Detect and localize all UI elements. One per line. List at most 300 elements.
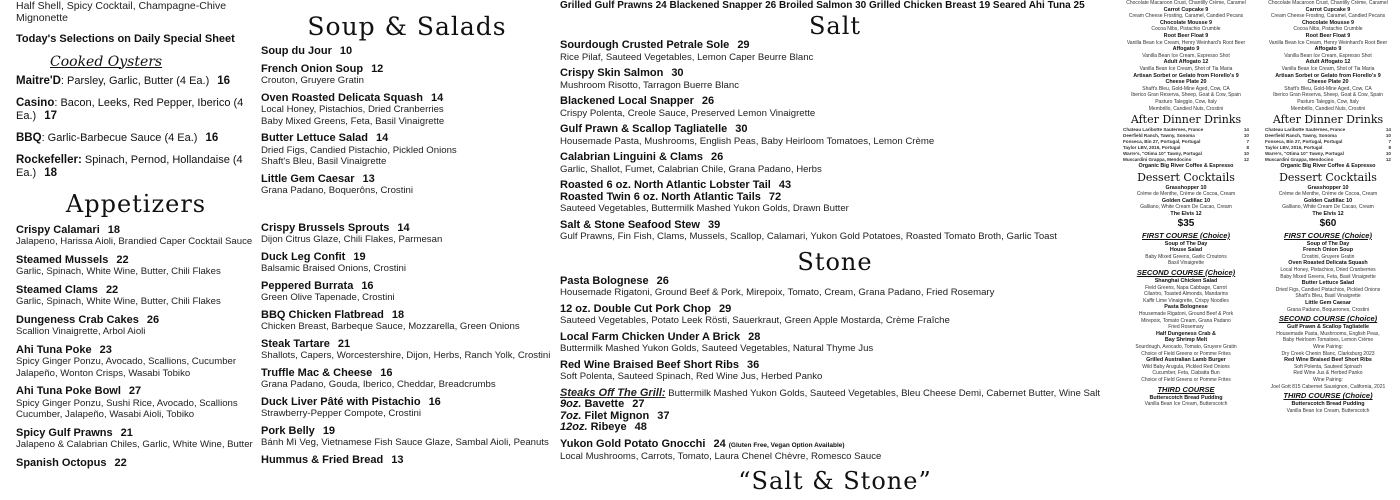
drink-price: 10 — [1385, 133, 1391, 139]
panel-item-name: Golden Cadillac 10 — [1303, 197, 1353, 204]
menu-item-gnocchi — [560, 439, 1110, 463]
panel-item-name: The Elvis 12 — [1312, 211, 1344, 218]
item-title — [261, 339, 553, 351]
panel-item-name: Soup of The Day — [1306, 240, 1350, 247]
soup-salads-heading: Soup & Salads — [307, 12, 507, 41]
item-title — [560, 68, 1110, 80]
cut-name: Ribeye — [590, 421, 627, 433]
item-note: (Gluten Free, Vegan Option Available) — [728, 441, 845, 449]
menu-item — [16, 386, 256, 421]
panel-item-description: Cream Cheese Frosting, Caramel, Candied Pecans — [1128, 13, 1244, 20]
oyster-description: : Garlic-Barbecue Sauce (4 Ea.) — [41, 131, 198, 144]
item-price: 28 — [748, 330, 761, 343]
item-name: Ahi Tuna Poke — [16, 343, 92, 356]
panel-item-description: Chocolate Macaroon Crust, Chantilly Crème, Caramel — [1126, 0, 1246, 6]
drink-price: 14 — [1243, 127, 1249, 133]
panel-item-description: Chocolate Macaroon Crust, Chantilly Crème, Caramel — [1268, 0, 1388, 6]
cooked-oysters-heading: Cooked Oysters — [50, 53, 163, 70]
panel-item-name: Adult Affogato 12 — [1305, 59, 1351, 66]
panel-item-description: Membrillo, Candied Nuts, Crostini — [1290, 105, 1366, 112]
cut-price: 37 — [657, 409, 670, 422]
panel-item-name: French Onion Soup — [1302, 247, 1353, 254]
item-description: Mushroom Risotto, Tarragon Buerre Blanc — [560, 79, 739, 91]
item-name: Pork Belly — [261, 424, 315, 437]
item-description: Balsamic Braised Onions, Crostini — [261, 263, 407, 274]
item-title — [560, 276, 1110, 288]
menu-item — [16, 225, 256, 248]
panel-item-name: Carrot Cupcake 9 — [1305, 6, 1351, 13]
item-price: 19 — [322, 424, 336, 437]
panel-item-description: Wine Pairing: — [1313, 376, 1343, 383]
item-name: Crispy Brussels Sprouts — [261, 221, 390, 234]
course-heading: THIRD COURSE (Choice) — [1283, 391, 1373, 401]
menu-item — [261, 93, 553, 128]
oyster-description: : Parsley, Garlic, Butter (4 Ea.) — [60, 74, 210, 87]
item-name: Soup du Jour — [261, 45, 332, 57]
panel-item-description: Cucumber, Feta, Ciabatta Bun — [1152, 370, 1220, 377]
item-price: 26 — [656, 274, 669, 287]
panel-item-name: Affogato 9 — [1172, 46, 1200, 53]
panel-item-name: Butterscotch Bread Pudding — [1291, 401, 1365, 408]
panel-item-description: Crème de Menthe, Crème de Cocoa, Cream — [1278, 191, 1378, 198]
item-price: 22 — [114, 456, 127, 469]
cut-name: Filet Mignon — [584, 409, 650, 422]
drink-name: Chateau Laribotte Sauternes, France — [1123, 127, 1204, 133]
menu-item — [261, 281, 553, 304]
item-title — [16, 345, 256, 357]
item-name: Roasted Twin 6 oz. North Atlantic Tails — [560, 190, 761, 203]
cut-size: 7oz. — [560, 409, 582, 422]
item-price: 18 — [107, 223, 121, 236]
item-name: Spicy Gulf Prawns — [16, 426, 113, 439]
drink-price: 7 — [1246, 139, 1249, 145]
oyster-item — [16, 97, 256, 123]
panel-item-name: Butter Lettuce Salad — [1301, 280, 1355, 287]
panel-item-description: Vanilla Bean Ice Cream, Butterscotch — [1286, 407, 1370, 414]
item-description: Garlic, Spinach, White Wine, Butter, Chili Flakes — [16, 266, 221, 277]
item-price: 72 — [768, 190, 782, 203]
stone-heading: Stone — [797, 247, 873, 276]
drink-name: Muscardini Grappa, Mendocino — [1123, 157, 1192, 163]
panel-item-name: Chocolate Mousse 9 — [1301, 19, 1355, 26]
item-name: Little Gem Caesar — [261, 172, 355, 185]
panel-item-description: Vanilla Bean Ice Cream, Espresso Shot — [1284, 52, 1372, 59]
oyster-price: 16 — [217, 74, 231, 87]
item-title — [560, 96, 1110, 108]
item-price: 18 — [391, 308, 405, 321]
menu-item — [261, 133, 553, 168]
panel-item-description: Iberico Gran Reserva, Sheep, Goat & Cow, Spain — [1131, 92, 1241, 99]
oyster-price: 17 — [44, 109, 57, 122]
panel-item-name: Pasta Bolognese — [1164, 304, 1208, 311]
item-name: French Onion Soup — [261, 62, 364, 75]
drink-name: Taylor LBV, 2016, Portugal — [1123, 145, 1181, 151]
item-description: Shallots, Capers, Worcestershire, Dijon, Herbs, Ranch Yolk, Crostini — [261, 350, 551, 361]
menu-item — [261, 310, 553, 333]
item-price: 24 — [713, 437, 726, 450]
panel-item-description: Crostini, Gruyere Gratin — [1301, 253, 1355, 260]
panel-item-description: Basil Vinaigrette — [1167, 260, 1205, 267]
item-title — [261, 455, 553, 467]
panel-item-name: Bay Shrimp Melt — [1164, 337, 1208, 344]
item-price: 29 — [737, 39, 750, 51]
item-name: Gulf Prawn & Scallop Tagliatelle — [560, 123, 728, 135]
menu-item — [16, 285, 256, 308]
panel-heading: After Dinner Drinks — [1130, 113, 1242, 127]
item-title — [560, 152, 1110, 164]
item-description: Jalapeno, Harissa Aioli, Brandied Caper Cocktail Sauce — [16, 236, 253, 247]
drink-name: Warre's, "Otima 10" Tawny, Portugal — [1265, 151, 1344, 157]
item-description: Green Olive Tapenade, Crostini — [261, 292, 395, 303]
menu-item — [560, 276, 1110, 299]
oyster-name: Casino — [16, 96, 55, 109]
item-price: 27 — [128, 385, 142, 397]
menu-item — [560, 152, 1110, 175]
item-name: Steamed Mussels — [16, 253, 109, 266]
panel-item-name: Soup of The Day — [1164, 240, 1208, 247]
oyster-price: 18 — [44, 166, 57, 179]
item-title — [16, 315, 256, 327]
item-description: Crouton, Gruyere Gratin — [261, 75, 364, 86]
oyster-description: : Bacon, Leeks, Red Pepper, Iberico (4 Ea.) — [16, 96, 244, 122]
item-description: Crispy Polenta, Creole Sauce, Preserved Lemon Vinaigrette — [560, 107, 816, 119]
appetizers-heading: Appetizers — [65, 189, 207, 218]
panel-item-description: Pasturo Taleggio, Cow, Italy — [1155, 98, 1217, 105]
prix-fixe-price: $35 — [1177, 217, 1195, 229]
panel-item-description: Housemade Pasta, Mushrooms, English Peas, — [1276, 330, 1380, 337]
item-description: Spicy Ginger Ponzu, Sushi Rice, Avocado, Scallions — [16, 397, 238, 409]
item-description: Jalapeno & Calabrian Chiles, Garlic, White Wine, Butter — [16, 439, 253, 450]
panel-item-name: The Elvis 12 — [1170, 211, 1202, 218]
drink-name: Warre's, "Otima 10" Tawny, Portugal — [1123, 151, 1202, 157]
panel-item-name: Grasshopper 10 — [1307, 184, 1349, 191]
panel-item-description: Wine Pairing: — [1313, 343, 1343, 350]
menu-item — [560, 124, 1110, 147]
item-price: 14 — [431, 91, 444, 104]
item-title — [261, 93, 553, 105]
panel-item-description: Joel Gott 815 Cabernet Sauvignon, California, 2021 — [1270, 383, 1386, 390]
item-name: Pasta Bolognese — [560, 274, 649, 287]
course-heading: SECOND COURSE (Choice) — [1136, 268, 1236, 278]
salt-heading: Salt — [808, 12, 862, 40]
item-price: 13 — [391, 453, 404, 466]
cut-size: 12oz. — [560, 421, 588, 433]
item-description: Bánh Mì Veg, Vietnamese Fish Sauce Glaze, Sambal Aioli, Peanuts — [261, 437, 549, 448]
panel-item-description: Dried Figs, Candied Pistachios, Pickled Onions — [1275, 286, 1381, 293]
oyster-item — [16, 132, 256, 145]
panel-item-description: Galliano, White Cream De Cacao, Cream — [1282, 204, 1374, 211]
drink-name: Deerfield Ranch, Tawny, Sonoma — [1265, 133, 1337, 139]
panel-item-description: Choice of Field Greens or Pomme Frites — [1141, 350, 1231, 357]
menu-item — [261, 339, 553, 362]
panel-item-name: Gulf Prawn & Scallop Tagliatelle — [1287, 324, 1369, 331]
course-heading: SECOND COURSE (Choice) — [1278, 314, 1378, 324]
oyster-name: BBQ — [16, 131, 42, 144]
drink-name: Taylor LBV, 2016, Portugal — [1265, 145, 1323, 151]
salt-stone-heading: “Salt & Stone” — [738, 466, 932, 495]
cooked-oysters-list — [16, 75, 256, 180]
menu-item — [16, 315, 256, 338]
item-price: 12 — [371, 62, 384, 75]
item-description: Spicy Ginger Ponzu, Avocado, Scallions, Cucumber — [16, 356, 237, 367]
panel-item-description: Vanilla Bean Ice Cream, Henry Weinhard's Root Beer — [1268, 39, 1388, 46]
cut-name: Bavette — [584, 398, 625, 410]
menu-item — [261, 174, 553, 197]
soups-list — [261, 46, 553, 197]
drink-name: Muscardini Grappa, Mendocino — [1265, 157, 1334, 163]
item-title — [261, 397, 553, 409]
drink-name: Deerfield Ranch, Tawny, Sonoma — [1123, 133, 1195, 139]
item-description: Baby Mixed Greens, Feta, Basil Vinaigrette — [261, 115, 445, 127]
item-name: Truffle Mac & Cheese — [261, 366, 373, 379]
drink-price: 8 — [1388, 145, 1391, 151]
item-name: Sourdough Crusted Petrale Sole — [560, 39, 730, 51]
panel-item-description: Sourdough, Avocado, Tomato, Gruyere Gratin — [1135, 343, 1237, 350]
panel-item-description: Mirepoix, Tomato Cream, Grana Padano — [1141, 317, 1231, 324]
item-title — [560, 40, 1110, 52]
item-name: Dungeness Crab Cakes — [16, 313, 139, 326]
steak-cuts — [560, 399, 1110, 434]
item-name: Duck Liver Pâté with Pistachio — [261, 395, 421, 408]
item-name: Spanish Octopus — [16, 456, 107, 469]
course-heading: THIRD COURSE — [1157, 384, 1215, 394]
panel-item-description: Vanilla Bean Ice Cream, Butterscotch — [1144, 401, 1228, 408]
prix-fixe-price: $60 — [1319, 217, 1337, 229]
menu-item — [261, 64, 553, 87]
item-description: Shaft's Bleu, Basil Vinaigrette — [261, 156, 387, 167]
panel-item-description: Field Greens, Napa Cabbage, Carrot — [1145, 284, 1227, 291]
item-title — [261, 281, 553, 293]
drink-price: 12 — [1243, 157, 1249, 163]
item-title — [560, 304, 1110, 316]
item-description: Soft Polenta, Sauteed Spinach, Red Wine Jus, Herbed Panko — [560, 371, 823, 382]
panel-item-description: Shaft's Bleu, Basil Vinaigrette — [1295, 293, 1361, 300]
drink-price: 7 — [1388, 139, 1391, 145]
steaks-description: Buttermilk Mashed Yukon Golds, Sauteed Vegetables, Bleu Cheese Demi, Cabernet Butter, Wine Salt — [665, 387, 1101, 399]
panel-item-name: Half Dungeness Crab & — [1156, 330, 1216, 337]
oyster-name: Rockefeller: — [16, 153, 82, 166]
item-price: 22 — [116, 253, 129, 266]
item-title — [16, 225, 256, 237]
menu-item — [261, 397, 553, 420]
panel-item-description: Cilantro, Toasted Almonds, Mandarins — [1143, 291, 1229, 298]
item-description: Chicken Breast, Barbeque Sauce, Mozzarella, Green Onions — [261, 321, 520, 332]
item-name: Crispy Skin Salmon — [560, 67, 664, 79]
item-name: Blackened Local Snapper — [560, 95, 694, 107]
appetizers-list-2 — [261, 223, 553, 467]
drink-price: 10 — [1385, 151, 1391, 157]
item-description: Dijon Citrus Glaze, Chili Flakes, Parmesan — [261, 234, 443, 245]
item-title — [261, 223, 553, 235]
item-description: Gulf Prawns, Fin Fish, Clams, Mussels, Scallop, Calamari, Yukon Gold Potatoes, Roasted Tomato Broth, Garlic Toast — [560, 231, 1057, 242]
panel-item-description: Vanilla Bean Ice Cream, Henry Weinhard's Root Beer — [1126, 39, 1246, 46]
item-price: 14 — [397, 221, 410, 234]
item-title — [261, 133, 553, 145]
item-price: 21 — [120, 426, 133, 439]
drink-price: 10 — [1243, 133, 1249, 139]
item-description: Garlic, Spinach, White Wine, Butter, Chili Flakes — [16, 296, 221, 307]
panel-item-description: Baby Heirloom Tomatoes, Lemon Crème — [1282, 337, 1374, 344]
menu-item — [560, 360, 1110, 383]
item-title — [560, 124, 1110, 136]
panel-heading: Dessert Cocktails — [1137, 170, 1235, 184]
menu-item — [16, 458, 256, 470]
panel-item-description: Crème de Menthe, Crème de Cocoa, Cream — [1136, 191, 1236, 198]
panel-item-name: House Salad — [1169, 247, 1203, 254]
item-name: Local Farm Chicken Under A Brick — [560, 330, 741, 343]
drink-name: Fonseca, Bin 27, Portugal, Portugal — [1123, 139, 1201, 145]
panel-item-description: Cream Cheese Frosting, Caramel, Candied Pecans — [1270, 13, 1386, 20]
grill-items-line: Grilled Gulf Prawns 24 Blackened Snapper 26 Broiled Salmon 30 Grilled Chicken Breast 19 Seared Ahi Tuna 25 — [560, 0, 1085, 11]
item-price: 16 — [380, 366, 393, 379]
steak-cut — [560, 422, 1110, 434]
drink-price: 12 — [1385, 157, 1391, 163]
item-description: Scallion Vinaigrette, Arbol Aioli — [16, 326, 146, 337]
item-price: 26 — [701, 95, 715, 107]
item-description: Garlic, Shallot, Fumet, Calabrian Chile, Grana Padano, Herbs — [560, 163, 822, 175]
course-heading: FIRST COURSE (Choice) — [1284, 230, 1372, 240]
item-price: 21 — [337, 337, 351, 350]
panel-item-name: Oven Roasted Delicata Squash — [1288, 260, 1368, 267]
item-price: 26 — [711, 151, 724, 163]
raw-oysters-description: Half Shell, Spicy Cocktail, Champagne-Chive Mignonette — [16, 0, 227, 24]
item-description: Cucumber, Jalapeño, Wasabi Aioli, Tobiko — [16, 409, 195, 420]
panel-item-description: Choice of Field Greens or Pomme Frites — [1141, 376, 1231, 383]
item-description: Grana Padano, Gouda, Iberico, Cheddar, Breadcrumbs — [261, 379, 496, 390]
item-price: 36 — [747, 358, 760, 371]
oyster-description: Spinach, Pernod, Hollandaise (4 Ea.) — [16, 153, 243, 179]
panel-item-name: Cheese Plate 20 — [1165, 79, 1207, 86]
dessert-prixfixe-panel-60 — [1259, 0, 1397, 500]
item-title — [261, 252, 553, 264]
panel-item-description: Membrillo, Candied Nuts, Crostini — [1148, 105, 1224, 112]
panel-item-description: Dry Creek Chenin Blanc, Clarksburg 2023 — [1281, 350, 1375, 357]
course-heading: FIRST COURSE (Choice) — [1142, 230, 1230, 240]
item-name: Calabrian Linguini & Clams — [560, 151, 704, 163]
item-description: Jalapeño, Wonton Crisps, Wasabi Tobiko — [16, 367, 191, 379]
item-name: Hummus & Fried Bread — [261, 453, 384, 466]
panel-item-description: Vanilla Bean Ice Cream, Espresso Shot — [1142, 52, 1230, 59]
panel-item-description: Red Wine Jus & Herbed Panko — [1293, 370, 1363, 377]
item-title — [16, 458, 256, 470]
panel-item-name: Little Gem Caesar — [1305, 300, 1351, 306]
panel-item-description: Baby Mixed Greens, Garlic Croutons — [1145, 253, 1227, 260]
panel-item-description: Shaft's Bleu, Gold-Mine Aged, Cow, CA — [1284, 85, 1372, 92]
item-description: Local Mushrooms, Carrots, Tomato, Laura Chenel Chèvre, Romesco Sauce — [560, 451, 882, 462]
item-description: Strawberry-Pepper Compote, Crostini — [261, 408, 421, 419]
item-title — [261, 174, 553, 186]
item-title — [261, 310, 553, 322]
item-title — [261, 426, 553, 438]
cut-price: 27 — [632, 398, 645, 410]
menu-item — [560, 68, 1110, 91]
item-name: Yukon Gold Potato Gnocchi — [560, 437, 706, 450]
item-name: Butter Lettuce Salad — [261, 132, 368, 144]
item-name: Peppered Burrata — [261, 279, 354, 292]
item-description: Buttermilk Mashed Yukon Golds, Sauteed Vegetables, Natural Thyme Jus — [560, 343, 874, 354]
panel-item-name: Root Beer Float 9 — [1163, 32, 1209, 39]
item-description: Sauteed Vegetables, Buttermilk Mashed Yukon Golds, Drawn Butter — [560, 203, 849, 214]
item-description: Local Honey, Pistachios, Dried Cranberries — [261, 104, 444, 115]
column-salt-stone — [560, 0, 1110, 495]
menu-item — [560, 180, 1110, 215]
menu-item — [16, 255, 256, 278]
panel-item-name: Shanghai Chicken Salad — [1154, 278, 1218, 285]
daily-special-note: Today's Selections on Daily Special Sheet — [16, 33, 235, 45]
menu-item — [560, 332, 1110, 355]
menu-item — [261, 455, 553, 467]
panel-item-description: Wild Baby Arugula, Pickled Red Onions — [1142, 363, 1230, 370]
item-title — [560, 332, 1110, 344]
stone-list — [560, 276, 1110, 383]
salt-list — [560, 40, 1110, 243]
menu-item — [16, 428, 256, 451]
panel-item-description: Grana Padano, Boquerones, Crostini — [1287, 306, 1369, 313]
menu-item — [560, 40, 1110, 63]
drink-name: Fonseca, Bin 27, Portugal, Portugal — [1265, 139, 1343, 145]
oyster-item — [16, 154, 256, 180]
item-price: 39 — [707, 218, 721, 231]
item-name: 12 oz. Double Cut Pork Chop — [560, 302, 711, 315]
drink-price: 10 — [1243, 151, 1249, 157]
cut-price: 48 — [634, 421, 647, 433]
item-title — [560, 192, 1110, 204]
item-description: Housemade Rigatoni, Ground Beef & Pork, Mirepoix, Tomato, Cream, Grana Padano, Fried Rosemary — [560, 287, 995, 298]
item-title — [16, 386, 256, 398]
item-name: Red Wine Braised Beef Short Ribs — [560, 358, 739, 371]
item-price: 43 — [778, 179, 792, 191]
steaks-label: Steaks Off The Grill: — [560, 386, 666, 399]
dessert-prixfixe-panel-35 — [1117, 0, 1255, 500]
item-description: Housemade Pasta, Mushrooms, English Peas, Baby Heirloom Tomatoes, Lemon Crème — [560, 135, 935, 147]
item-description: Sauteed Vegetables, Potato Leek Rösti, Sauerkraut, Green Apple Mostarda, Crème Fraîche — [560, 315, 950, 326]
item-price: 26 — [146, 313, 160, 326]
item-price: 29 — [718, 302, 732, 315]
panel-item-name: Artisan Sorbet or Gelato from Fiorello's 9 — [1275, 72, 1381, 79]
steaks-section — [560, 388, 1110, 434]
panel-item-name: Organic Big River Coffee & Espresso — [1280, 163, 1376, 170]
panel-item-description: Housemade Rigatoni, Ground Beef & Pork — [1138, 311, 1234, 317]
panel-item-description: Vanilla Bean Ice Cream, Shot of Tia Maria — [1139, 65, 1233, 72]
item-price: 10 — [339, 45, 353, 57]
panel-item-description: Vanilla Bean Ice Cream, Shot of Tia Maria — [1281, 65, 1375, 72]
menu-item — [560, 304, 1110, 327]
item-description: Dried Figs, Candied Pistachio, Pickled Onions — [261, 144, 457, 156]
item-description: Rice Pilaf, Sauteed Vegetables, Lemon Caper Beurre Blanc — [560, 51, 814, 63]
panel-heading: After Dinner Drinks — [1272, 113, 1384, 127]
menu-item — [261, 426, 553, 449]
panel-item-name: Butterscotch Bread Pudding — [1149, 394, 1223, 401]
appetizers-list — [16, 225, 256, 470]
item-price: 14 — [375, 132, 389, 144]
item-name: Duck Leg Confit — [261, 250, 346, 263]
item-price: 13 — [362, 172, 375, 185]
panel-item-name: Adult Affogato 12 — [1163, 59, 1209, 66]
item-title — [16, 428, 256, 440]
panel-item-name: Artisan Sorbet or Gelato from Fiorello's 9 — [1133, 72, 1239, 79]
menu-item — [261, 252, 553, 275]
column-oysters-appetizers — [16, 0, 256, 476]
item-name: Salt & Stone Seafood Stew — [560, 218, 700, 231]
panel-item-name: Chocolate Mousse 9 — [1159, 19, 1213, 26]
item-name: BBQ Chicken Flatbread — [261, 308, 384, 321]
menu-item — [261, 368, 553, 391]
item-price: 22 — [105, 283, 119, 296]
drink-name: Chateau Laribotte Sauternes, France — [1265, 127, 1346, 133]
item-name: Steak Tartare — [261, 337, 330, 350]
panel-item-name: Grilled Australian Lamb Burger — [1146, 357, 1226, 364]
panel-item-description: Iberico Gran Reserva, Sheep, Goat & Cow, Spain — [1273, 92, 1383, 99]
